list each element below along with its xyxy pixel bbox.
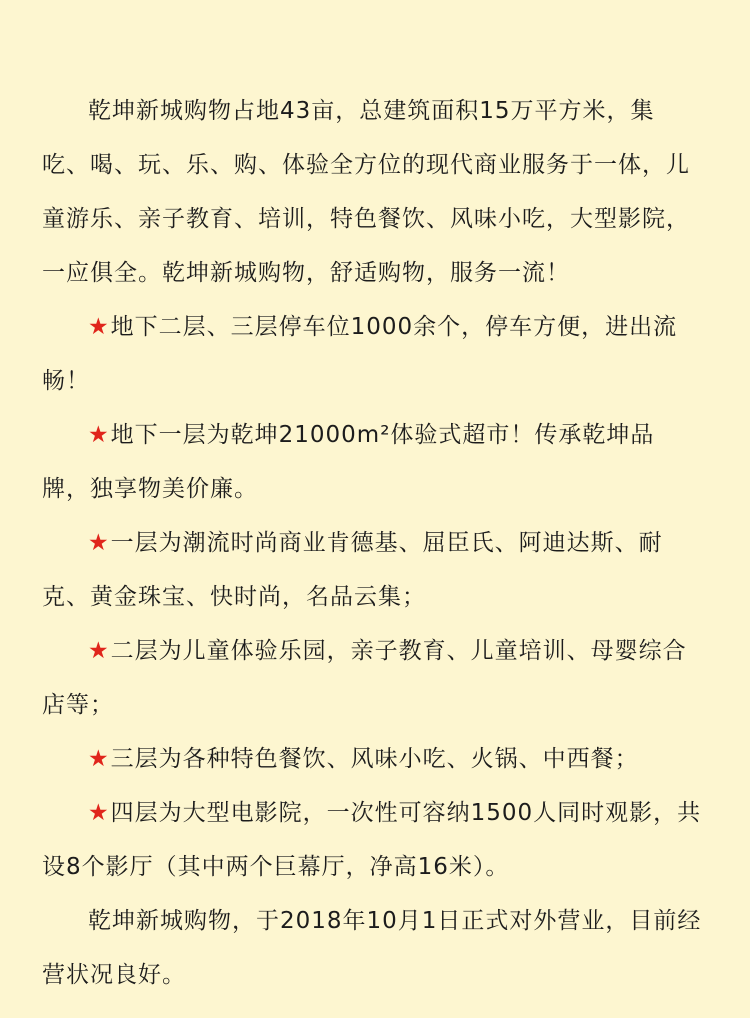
- star-icon: ★: [88, 746, 110, 772]
- intro-paragraph: [42, 84, 702, 300]
- star-icon: ★: [88, 800, 110, 826]
- intro-text: 乾坤新城购物占地43亩，总建筑面积15万平方米，集吃、喝、玩、乐、购、体验全方位的现代商业服务于一体，儿童游乐、亲子教育、培训，特色餐饮、风味小吃，大型影院，一应俱全。乾坤新城购物，舒适购物，服务一流！: [42, 98, 690, 286]
- star-icon: ★: [88, 638, 110, 664]
- parking-text: 地下二层、三层停车位1000余个，停车方便，进出流畅！: [42, 314, 678, 394]
- star-icon: ★: [88, 314, 110, 340]
- floor-one-bullet: [42, 516, 702, 624]
- outro-paragraph: [42, 894, 702, 1002]
- star-icon: ★: [88, 530, 110, 556]
- basement-one-text: 地下一层为乾坤21000m²体验式超市！传承乾坤品牌，独享物美价廉。: [42, 422, 655, 502]
- floor-four-text: 四层为大型电影院，一次性可容纳1500人同时观影，共设8个影厅（其中两个巨幕厅，净高16米）。: [42, 800, 702, 880]
- floor-two-text: 二层为儿童体验乐园，亲子教育、儿童培训、母婴综合店等；: [42, 638, 687, 718]
- floor-four-bullet: [42, 786, 702, 894]
- floor-two-bullet: [42, 624, 702, 732]
- floor-three-bullet: [42, 732, 702, 786]
- floor-one-text: 一层为潮流时尚商业肯德基、屈臣氏、阿迪达斯、耐克、黄金珠宝、快时尚，名品云集；: [42, 530, 663, 610]
- basement-one-bullet: [42, 408, 702, 516]
- floor-three-text: 三层为各种特色餐饮、风味小吃、火锅、中西餐；: [110, 746, 639, 772]
- parking-bullet: [42, 300, 702, 408]
- outro-text: 乾坤新城购物，于2018年10月1日正式对外营业，目前经营状况良好。: [42, 908, 702, 988]
- star-icon: ★: [88, 422, 110, 448]
